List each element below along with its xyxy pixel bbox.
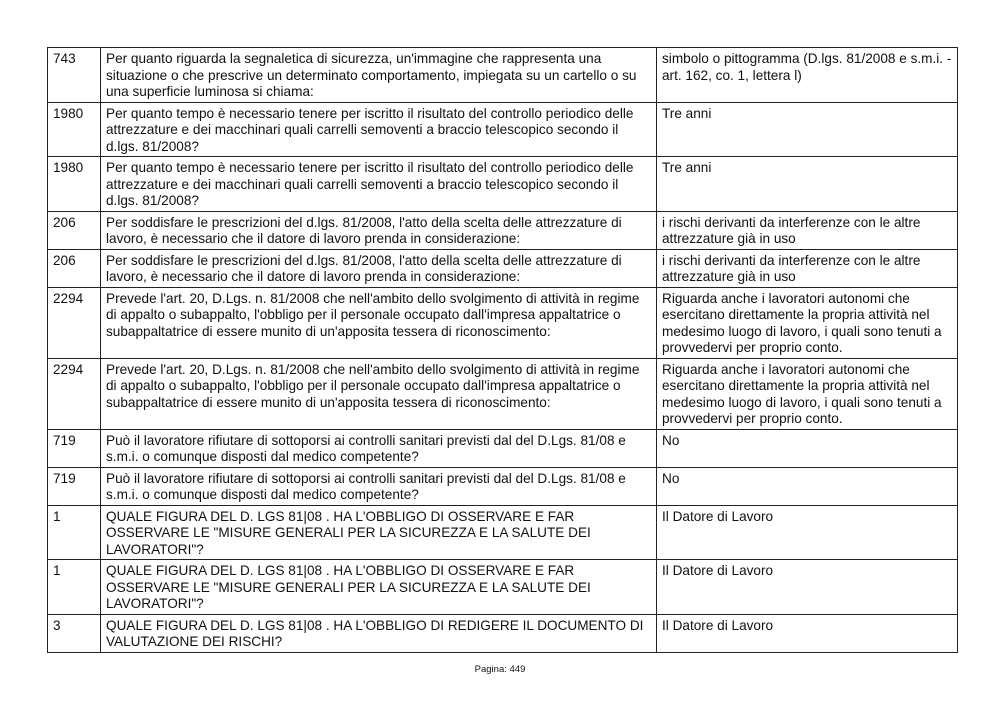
question-cell: QUALE FIGURA DEL D. LGS 81|08 . HA L'OBBLIGO DI OSSERVARE E FAR OSSERVARE LE "MISURE GENERALI PER LA SICUREZZA E LA SALUTE DEI LAVORATORI"? [101,505,657,560]
question-id-cell: 743 [48,48,101,103]
answer-cell: i rischi derivanti da interferenze con le altre attrezzature già in uso [657,249,958,287]
question-id-cell: 206 [48,249,101,287]
question-cell: Può il lavoratore rifiutare di sottoporsi ai controlli sanitari previsti dal del D.Lgs. 81/08 e s.m.i. o comunque disposti dal medico competente? [101,429,657,467]
table-row [48,157,958,212]
table-row [48,102,958,157]
question-cell: QUALE FIGURA DEL D. LGS 81|08 . HA L'OBBLIGO DI OSSERVARE E FAR OSSERVARE LE "MISURE GENERALI PER LA SICUREZZA E LA SALUTE DEI LAVORATORI"? [101,560,657,615]
question-id-cell: 2294 [48,287,101,358]
question-id-cell: 719 [48,429,101,467]
qa-table [47,47,958,653]
question-cell: Prevede l'art. 20, D.Lgs. n. 81/2008 che nell'ambito dello svolgimento di attività in regime di appalto o subappalto, l'obbligo per il personale occupato dall'impresa appaltatrice o subappaltatrice di essere munito di un'apposita tessera di riconoscimento: [101,358,657,429]
table-row [48,48,958,103]
question-id-cell: 3 [48,614,101,652]
question-id-cell: 1 [48,560,101,615]
table-row [48,505,958,560]
question-id-cell: 206 [48,211,101,249]
question-cell: Per quanto tempo è necessario tenere per iscritto il risultato del controllo periodico delle attrezzature e dei macchinari quali carrelli semoventi a braccio telescopico secondo il d.lgs. 81/2008? [101,157,657,212]
answer-cell: simbolo o pittogramma (D.lgs. 81/2008 e s.m.i. - art. 162, co. 1, lettera l) [657,48,958,103]
answer-cell: Il Datore di Lavoro [657,560,958,615]
answer-cell: Tre anni [657,102,958,157]
question-id-cell: 2294 [48,358,101,429]
table-row [48,467,958,505]
question-id-cell: 719 [48,467,101,505]
answer-cell: Tre anni [657,157,958,212]
table-row [48,249,958,287]
question-cell: Per soddisfare le prescrizioni del d.lgs. 81/2008, l'atto della scelta delle attrezzature di lavoro, è necessario che il datore di lavoro prenda in considerazione: [101,211,657,249]
answer-cell: Riguarda anche i lavoratori autonomi che esercitano direttamente la propria attività nel medesimo luogo di lavoro, i quali sono tenuti a provvedervi per proprio conto. [657,287,958,358]
question-cell: Prevede l'art. 20, D.Lgs. n. 81/2008 che nell'ambito dello svolgimento di attività in regime di appalto o subappalto, l'obbligo per il personale occupato dall'impresa appaltatrice o subappaltatrice di essere munito di un'apposita tessera di riconoscimento: [101,287,657,358]
table-row [48,358,958,429]
question-cell: Per quanto riguarda la segnaletica di sicurezza, un'immagine che rappresenta una situazione o che prescrive un determinato comportamento, impiegata su un cartello o su una superficie luminosa si chiama: [101,48,657,103]
table-row [48,429,958,467]
page-number: Pagina: 449 [474,664,526,675]
question-cell: QUALE FIGURA DEL D. LGS 81|08 . HA L'OBBLIGO DI REDIGERE IL DOCUMENTO DI VALUTAZIONE DEI RISCHI? [101,614,657,652]
table-row [48,614,958,652]
answer-cell: i rischi derivanti da interferenze con le altre attrezzature già in uso [657,211,958,249]
qa-table-body [48,48,958,653]
question-cell: Per quanto tempo è necessario tenere per iscritto il risultato del controllo periodico delle attrezzature e dei macchinari quali carrelli semoventi a braccio telescopico secondo il d.lgs. 81/2008? [101,102,657,157]
answer-cell: Il Datore di Lavoro [657,505,958,560]
table-row [48,560,958,615]
question-cell: Per soddisfare le prescrizioni del d.lgs. 81/2008, l'atto della scelta delle attrezzature di lavoro, è necessario che il datore di lavoro prenda in considerazione: [101,249,657,287]
question-cell: Può il lavoratore rifiutare di sottoporsi ai controlli sanitari previsti dal del D.Lgs. 81/08 e s.m.i. o comunque disposti dal medico competente? [101,467,657,505]
table-row [48,287,958,358]
answer-cell: Riguarda anche i lavoratori autonomi che esercitano direttamente la propria attività nel medesimo luogo di lavoro, i quali sono tenuti a provvedervi per proprio conto. [657,358,958,429]
answer-cell: Il Datore di Lavoro [657,614,958,652]
answer-cell: No [657,467,958,505]
question-id-cell: 1 [48,505,101,560]
answer-cell: No [657,429,958,467]
question-id-cell: 1980 [48,102,101,157]
table-row [48,211,958,249]
question-id-cell: 1980 [48,157,101,212]
